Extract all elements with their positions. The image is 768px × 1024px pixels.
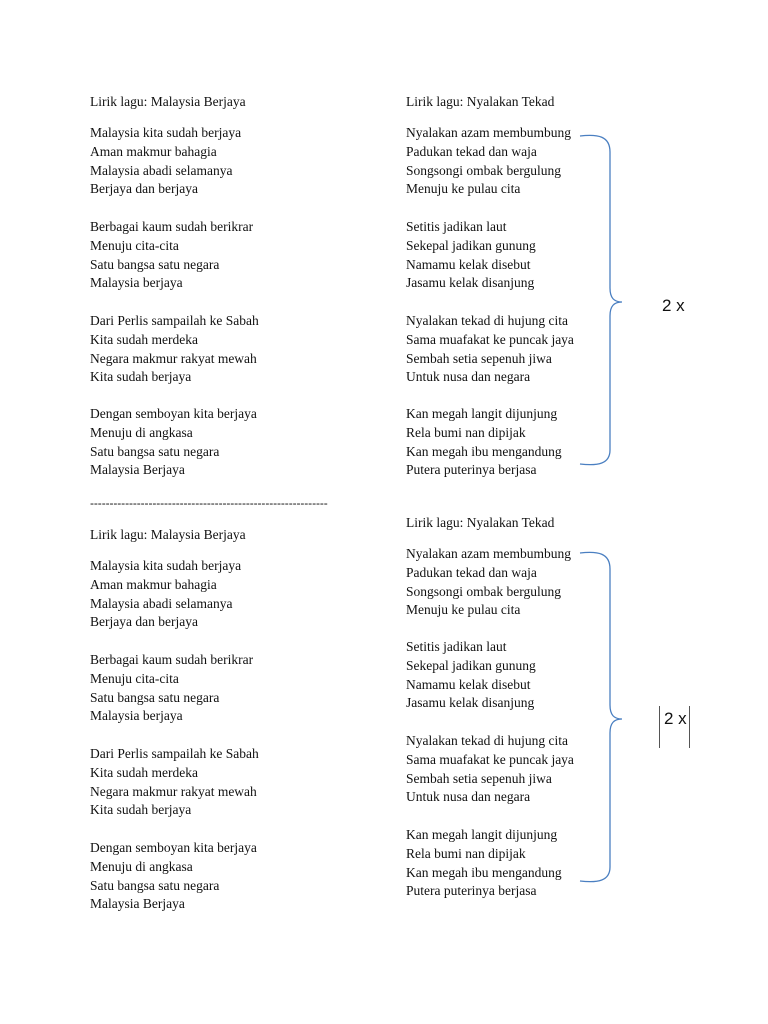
- lyric-line: Malaysia abadi selamanya: [90, 162, 233, 178]
- lyric-line: Aman makmur bahagia: [90, 576, 217, 592]
- lyric-line: Negara makmur rakyat mewah: [90, 350, 257, 366]
- lyric-line: Kita sudah berjaya: [90, 802, 192, 818]
- stanza: [90, 839, 257, 914]
- lyric-line: Putera puterinya berjasa: [406, 462, 537, 478]
- song-title-nyalakan-tekad: Lirik lagu: Nyalakan Tekad: [406, 515, 555, 530]
- lyric-line: Rela bumi nan dipijak: [406, 845, 526, 861]
- lyric-line: Menuju ke pulau cita: [406, 181, 521, 197]
- lyric-line: Satu bangsa satu negara: [90, 689, 220, 705]
- lyric-line: Nyalakan tekad di hujung cita: [406, 733, 568, 748]
- lyric-line: Satu bangsa satu negara: [90, 443, 220, 459]
- lyric-line: Dengan semboyan kita berjaya: [90, 406, 257, 421]
- lyric-line: Nyalakan azam membumbung: [406, 125, 571, 140]
- lyric-line: Kita sudah merdeka: [90, 331, 198, 347]
- lyric-line: Aman makmur bahagia: [90, 143, 217, 159]
- stanza: [90, 312, 259, 387]
- stanza: [406, 405, 562, 480]
- lyric-line: Kan megah ibu mengandung: [406, 443, 562, 459]
- repeat-brace: [578, 545, 624, 891]
- text-cursor-bar-left: [659, 706, 660, 748]
- repeat-brace: [578, 128, 624, 474]
- lyric-line: Sekepal jadikan gunung: [406, 657, 536, 673]
- repeat-label: 2 x: [662, 296, 685, 315]
- stanza: [406, 218, 536, 293]
- stanza: [406, 826, 562, 901]
- lyric-line: Padukan tekad dan waja: [406, 564, 537, 580]
- lyric-line: Malaysia Berjaya: [90, 462, 185, 478]
- lyric-line: Rela bumi nan dipijak: [406, 424, 526, 440]
- lyric-line: Songsongi ombak bergulung: [406, 583, 561, 599]
- stanza: [406, 638, 536, 713]
- song-title-nyalakan-tekad: Lirik lagu: Nyalakan Tekad: [406, 94, 555, 109]
- lyric-line: Namamu kelak disebut: [406, 256, 531, 272]
- stanza: [90, 405, 257, 480]
- stanza: [90, 218, 253, 293]
- stanza: [90, 557, 241, 632]
- lyric-line: Malaysia kita sudah berjaya: [90, 558, 242, 573]
- lyric-line: Setitis jadikan laut: [406, 639, 507, 654]
- stanza: [406, 545, 571, 620]
- lyric-line: Sembah setia sepenuh jiwa: [406, 770, 552, 786]
- lyric-line: Malaysia Berjaya: [90, 896, 185, 912]
- lyric-line: Sembah setia sepenuh jiwa: [406, 350, 552, 366]
- lyric-line: Negara makmur rakyat mewah: [90, 783, 257, 799]
- lyric-line: Kita sudah merdeka: [90, 764, 198, 780]
- lyric-line: Padukan tekad dan waja: [406, 143, 537, 159]
- lyric-line: Songsongi ombak bergulung: [406, 162, 561, 178]
- lyric-line: Menuju di angkasa: [90, 858, 193, 874]
- lyric-line: Sama muafakat ke puncak jaya: [406, 751, 574, 767]
- lyric-line: Satu bangsa satu negara: [90, 877, 220, 893]
- stanza: [90, 124, 241, 199]
- lyric-line: Untuk nusa dan negara: [406, 789, 531, 805]
- repeat-label: 2 x: [664, 709, 687, 728]
- lyric-line: Berjaya dan berjaya: [90, 614, 198, 630]
- stanza: [406, 732, 574, 807]
- lyric-line: Dari Perlis sampailah ke Sabah: [90, 313, 259, 328]
- separator-line: -------------------------------------------------------------: [90, 496, 328, 510]
- lyric-line: Dari Perlis sampailah ke Sabah: [90, 746, 259, 761]
- lyric-line: Nyalakan azam membumbung: [406, 546, 571, 561]
- lyric-line: Menuju cita-cita: [90, 670, 179, 686]
- lyric-line: Kita sudah berjaya: [90, 369, 192, 385]
- lyric-line: Malaysia abadi selamanya: [90, 595, 233, 611]
- lyric-line: Menuju di angkasa: [90, 424, 193, 440]
- song-title-malaysia-berjaya: Lirik lagu: Malaysia Berjaya: [90, 94, 246, 109]
- lyric-line: Menuju cita-cita: [90, 237, 179, 253]
- lyric-line: Malaysia kita sudah berjaya: [90, 125, 242, 140]
- lyric-line: Sekepal jadikan gunung: [406, 237, 536, 253]
- song-title-malaysia-berjaya: Lirik lagu: Malaysia Berjaya: [90, 527, 246, 542]
- lyric-line: Malaysia berjaya: [90, 708, 183, 724]
- lyric-line: Kan megah langit dijunjung: [406, 406, 558, 421]
- stanza: [406, 312, 574, 387]
- lyric-line: Kan megah langit dijunjung: [406, 827, 558, 842]
- lyric-line: Jasamu kelak disanjung: [406, 275, 535, 291]
- text-cursor-bar-right: [689, 706, 690, 748]
- lyric-line: Untuk nusa dan negara: [406, 369, 531, 385]
- lyric-line: Sama muafakat ke puncak jaya: [406, 331, 574, 347]
- stanza: [90, 745, 259, 820]
- stanza: [406, 124, 571, 199]
- lyric-line: Satu bangsa satu negara: [90, 256, 220, 272]
- stanza: [90, 651, 253, 726]
- lyric-line: Dengan semboyan kita berjaya: [90, 840, 257, 855]
- lyric-line: Berjaya dan berjaya: [90, 181, 198, 197]
- lyric-line: Berbagai kaum sudah berikrar: [90, 652, 254, 667]
- lyric-line: Setitis jadikan laut: [406, 219, 507, 234]
- lyric-line: Putera puterinya berjasa: [406, 883, 537, 899]
- lyric-line: Malaysia berjaya: [90, 275, 183, 291]
- lyric-line: Jasamu kelak disanjung: [406, 695, 535, 711]
- lyric-line: Kan megah ibu mengandung: [406, 864, 562, 880]
- lyric-line: Berbagai kaum sudah berikrar: [90, 219, 254, 234]
- lyric-line: Namamu kelak disebut: [406, 676, 531, 692]
- lyric-line: Menuju ke pulau cita: [406, 602, 521, 618]
- lyric-line: Nyalakan tekad di hujung cita: [406, 313, 568, 328]
